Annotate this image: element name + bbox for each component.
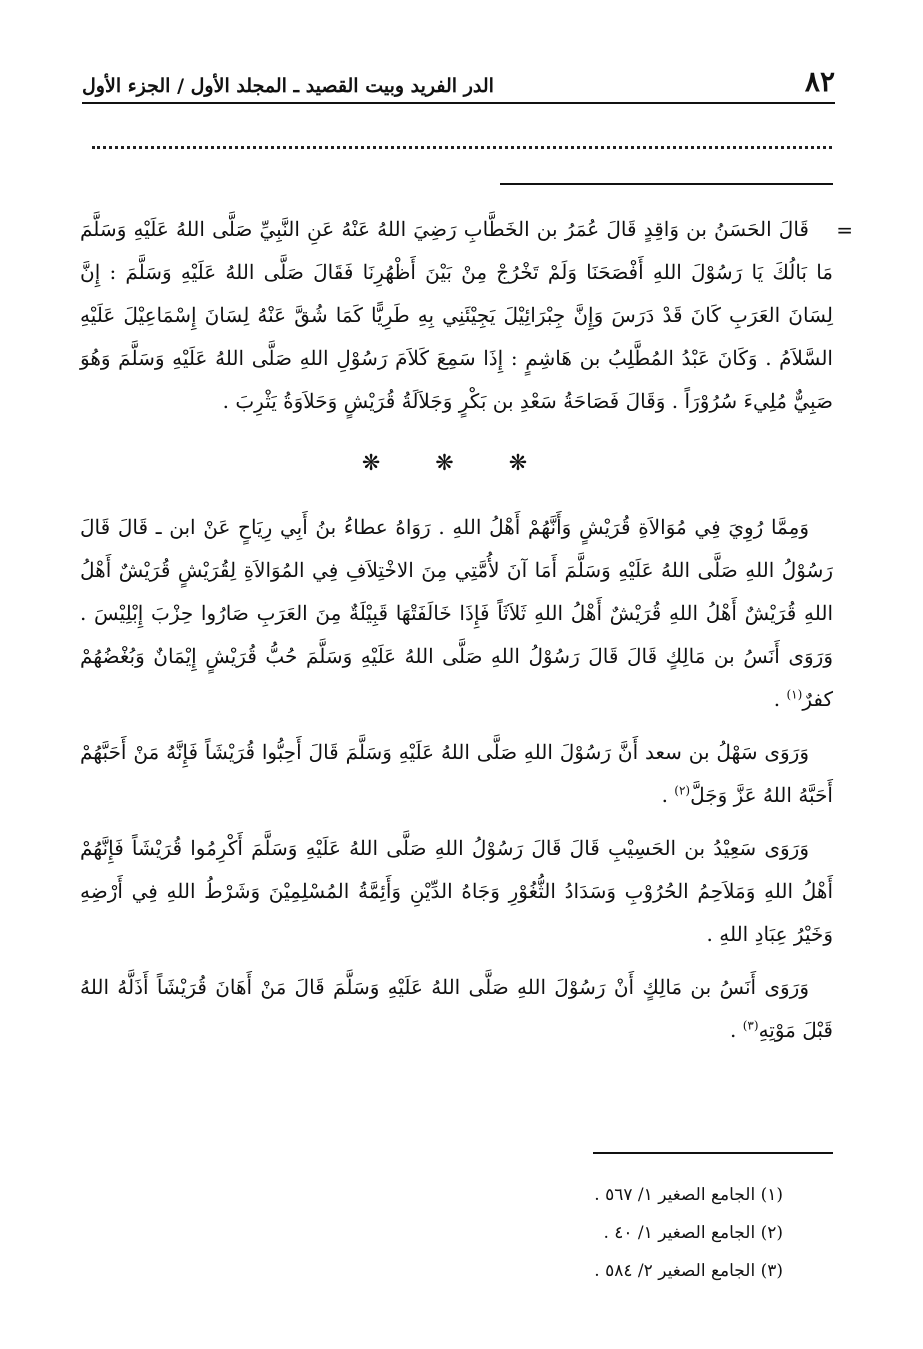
paragraph — [80, 966, 833, 1052]
continuation-rule — [500, 183, 833, 185]
paragraph-tail: . — [773, 687, 787, 711]
continuation-mark: = — [836, 218, 853, 242]
paragraph-tail: . — [730, 1018, 743, 1042]
page-number: ٨٢ — [804, 65, 835, 98]
paragraph — [80, 827, 833, 956]
footnote: (٣) الجامع الصغير ٢/ ٥٨٤ . — [594, 1261, 783, 1281]
footnote: (٢) الجامع الصغير ١/ ٤٠ . — [603, 1223, 783, 1243]
footnote: (١) الجامع الصغير ١/ ٥٦٧ . — [594, 1185, 783, 1205]
dotted-divider — [92, 146, 832, 149]
paragraph — [80, 506, 833, 721]
paragraph-text: وَرَوَى أَنَسُ بن مَالِكٍ أَنْ رَسُوْلَ اللهِ صَلَّى اللهُ عَلَيْهِ وَسَلَّمَ قَالَ مَنْ أَهَانَ قُرَيْشَاً أَذَلَّهُ اللهُ قَبْلَ مَوْتِهِ — [80, 975, 833, 1042]
paragraph: قَالَ الحَسَنُ بن وَاقِدٍ قَالَ عُمَرُ بن الخَطَّابِ رَضِيَ اللهُ عَنْهُ عَنِ النَّبِيِّ صَلَّى اللهُ عَلَيْهِ وَسَلَّمَ مَا بَالُكَ يَا رَسُوْلَ اللهِ أَفْصَحَنَا وَلَمْ تَخْرُجْ مِنْ بَيْنَ أَظْهُرِنَا فَقَالَ صَلَّى اللهُ عَلَيْهِ وَسَلَّمَ : إِنَّ لِسَانَ العَرَبِ كَانَ قَدْ دَرَسَ وَإِنَّ جِبْرَائِيْلَ يَجِيْئَنِي بِهِ طَرِيًّا كَمَا شُقَّ عَنْهُ لِسَانَ إِسْمَاعِيْلَ عَلَيْهِ السَّلاَمُ . وَكَانَ عَبْدُ المُطَّلِبُ بن هَاشِمٍ : إِذَا سَمِعَ كَلاَمَ رَسُوْلِ اللهِ صَلَّى اللهُ عَلَيْهِ وَسَلَّمَ وَهُوَ صَبِيٌّ مُلِيءَ سُرُوْرَاً . وَقَالَ فَصَاحَةُ سَعْدِ بن بَكْرٍ وَجَلاَلَةُ قُرَيْشٍ وَحَلاَوَةُ يَثْرِبَ . — [80, 217, 834, 413]
footnote-ref: (١) — [786, 687, 803, 702]
running-header — [82, 56, 835, 104]
paragraph — [80, 731, 833, 817]
paragraph-text: وَرَوَى سَعِيْدُ بن الحَسِيْبِ قَالَ قَالَ رَسُوْلُ اللهِ صَلَّى اللهُ عَلَيْهِ وَسَلَّمَ أَكْرِمُوا قُرَيْشَاً فَإِنَّهُمْ أَهْلُ اللهِ وَمَلاَحِمُ الحُرُوْبِ وَسَدَادُ الثُّغُوْرِ وَجَاهُ الدِّيْنِ وَأَئِمَّةُ المُسْلِمِيْنَ وَشَرْطُ اللهِ فِي أَرْضِهِ وَخَيْرُ عِبَادِ اللهِ . — [80, 836, 833, 946]
paragraph-text: وَرَوَى سَهْلُ بن سعد أَنَّ رَسُوْلَ اللهِ صَلَّى اللهُ عَلَيْهِ وَسَلَّمَ قَالَ أَحِبُّوا قُرَيْشَاً فَإِنَّهُ مَنْ أَحَبَّهُمْ أَحَبَّهُ اللهُ عَزَّ وَجَلَّ — [80, 740, 833, 807]
footnote-ref: (٣) — [742, 1018, 759, 1033]
running-title: الدر الفريد وبيت القصيد ـ المجلد الأول / الجزء الأول — [82, 75, 494, 97]
footnote-ref: (٢) — [674, 783, 691, 798]
footnotes — [300, 1176, 783, 1290]
footnote-rule — [593, 1152, 833, 1154]
paragraph-text: وَمِمَّا رُوِيَ فِي مُوَالاَةِ قُرَيْشٍ وَأَنَّهُمْ أَهْلُ اللهِ . رَوَاهُ عطاءُ بنُ أَبِي رِيَاحٍ عَنْ ابن ـ قَالَ قَالَ رَسُوْلُ اللهِ صَلَّى اللهُ عَلَيْهِ وَسَلَّمَ أَمَا آنَ لأُمَّتِي مِنَ الاخْتِلاَفِ فِي المُوَالاَةِ لِقُرَيْشٍ قُرَيْشٌ أَهْلُ اللهِ قُرَيْشٌ أَهْلُ اللهِ قُرَيْشٌ أَهْلُ اللهِ ثَلاَثَاً فَإِذَا خَالَفَتْهَا قَبِيْلَةٌ مِنَ العَرَبِ صَارُوا حِزْبَ إِبْلِيْسَ . وَرَوَى أَنَسُ بن مَالِكٍ قَالَ قَالَ رَسُوْلُ اللهِ صَلَّى اللهُ عَلَيْهِ وَسَلَّمَ حُبُّ قُرَيْشٍ إِيْمَانٌ وَبُغْضُهُمْ كفرٌ — [80, 515, 833, 711]
section-separator: ❋ ❋ ❋ — [361, 451, 552, 476]
main-text — [80, 208, 833, 1052]
paragraph-tail: . — [661, 783, 675, 807]
